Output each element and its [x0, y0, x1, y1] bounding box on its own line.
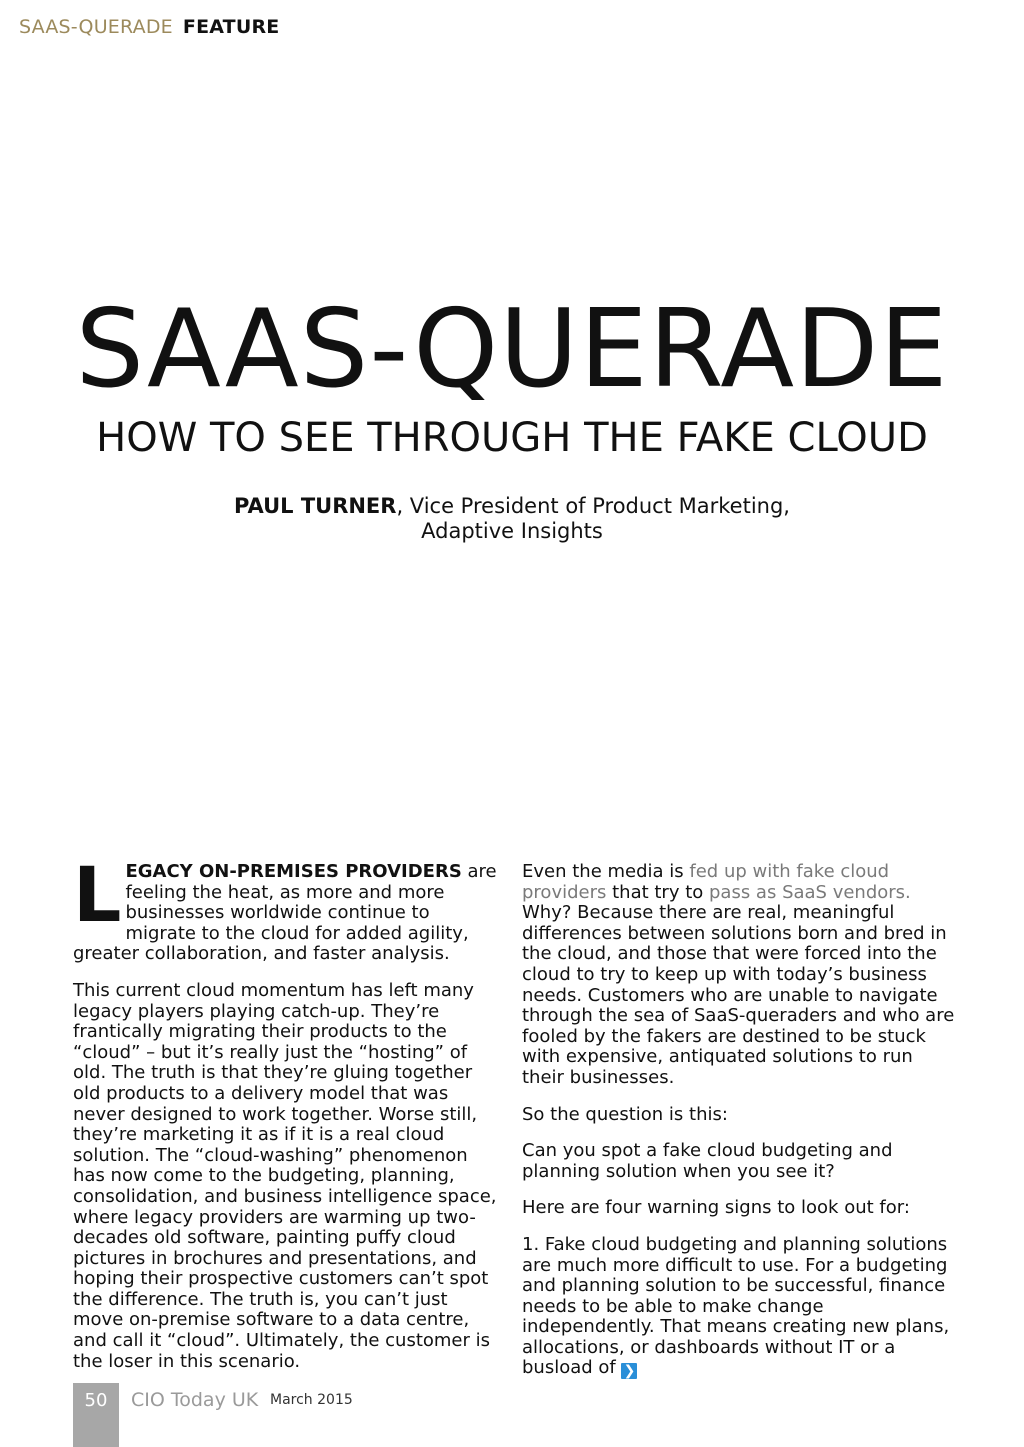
- intro-paragraph: [73, 850, 503, 965]
- article-subtitle: HOW TO SEE THROUGH THE FAKE CLOUD: [96, 415, 928, 461]
- text-run: Even the media is: [522, 861, 690, 882]
- arrow-right-icon[interactable]: ❯: [621, 1363, 637, 1379]
- author-role: , Vice President of Product Marketing, Adaptive Insights: [396, 494, 790, 543]
- right-column: [522, 862, 957, 1395]
- text-run: that try to: [606, 881, 709, 903]
- text-run: Why? Because there are real, meaningful differences between solutions born and bred in the cloud, and those that were forced into the cloud to try to keep up with today’s business needs. Customers who are unable to navigate through the sea of SaaS-queraders and who are fooled by the fakers are destined to be stuck with expensive, antiquated solutions to run their businesses.: [522, 902, 955, 1088]
- body-paragraph: So the question is this:: [522, 1103, 728, 1125]
- lead-in: EGACY ON-PREMISES PROVIDERS: [125, 861, 462, 882]
- feature-label: FEATURE: [182, 16, 280, 38]
- body-paragraph: This current cloud momentum has left many legacy players playing catch-up. They’re frantically migrating their products to the “cloud” – but it’s really just the “hosting” of old. The truth is that they’re gluing together old products to a delivery model that was never designed to work together. Worse still, they’re marketing it as if it is a real cloud solution. The “cloud-washing” phenomenon has now come to the budgeting, planning, consolidation, and business intelligence space, where legacy providers are warming up two-decades old software, painting puffy cloud pictures in brochures and presentations, and hoping their prospective customers can’t spot the difference. The truth is, you can’t just move on-premise software to a data centre, and call it “cloud”. Ultimately, the customer is the loser in this scenario.: [73, 979, 497, 1372]
- drop-cap: L: [73, 850, 122, 939]
- link-saas-vendors[interactable]: pass as SaaS vendors.: [709, 881, 911, 903]
- left-column: [73, 850, 503, 1388]
- body-paragraph: Here are four warning signs to look out for:: [522, 1197, 910, 1219]
- byline: [190, 494, 834, 544]
- link-fake-cloud-providers[interactable]: fed up with fake cloud providers: [522, 861, 890, 903]
- author-name: PAUL TURNER: [234, 494, 397, 518]
- section-label: SAAS-QUERADE: [19, 16, 173, 38]
- body-paragraph: [522, 862, 957, 1089]
- issue-date: March 2015: [270, 1392, 353, 1408]
- intro-text: are feeling the heat, as more and more businesses worldwide continue to migrate to the cloud for added agility, greater collaboration, and faster analysis.: [73, 861, 497, 965]
- list-item-text: 1. Fake cloud budgeting and planning solutions are much more difficult to use. For a budgeting and planning solution to be successful, finance needs to be able to make change independently. That means creating new plans, allocations, or dashboards without IT or a busload of: [522, 1233, 950, 1379]
- article-title: SAAS-QUERADE: [75, 287, 949, 412]
- body-paragraph: Can you spot a fake cloud budgeting and planning solution when you see it?: [522, 1140, 893, 1182]
- page-number: 50: [84, 1390, 108, 1411]
- running-header: [19, 16, 279, 38]
- publication-name: CIO Today UK: [131, 1389, 259, 1411]
- list-item: [522, 1235, 957, 1380]
